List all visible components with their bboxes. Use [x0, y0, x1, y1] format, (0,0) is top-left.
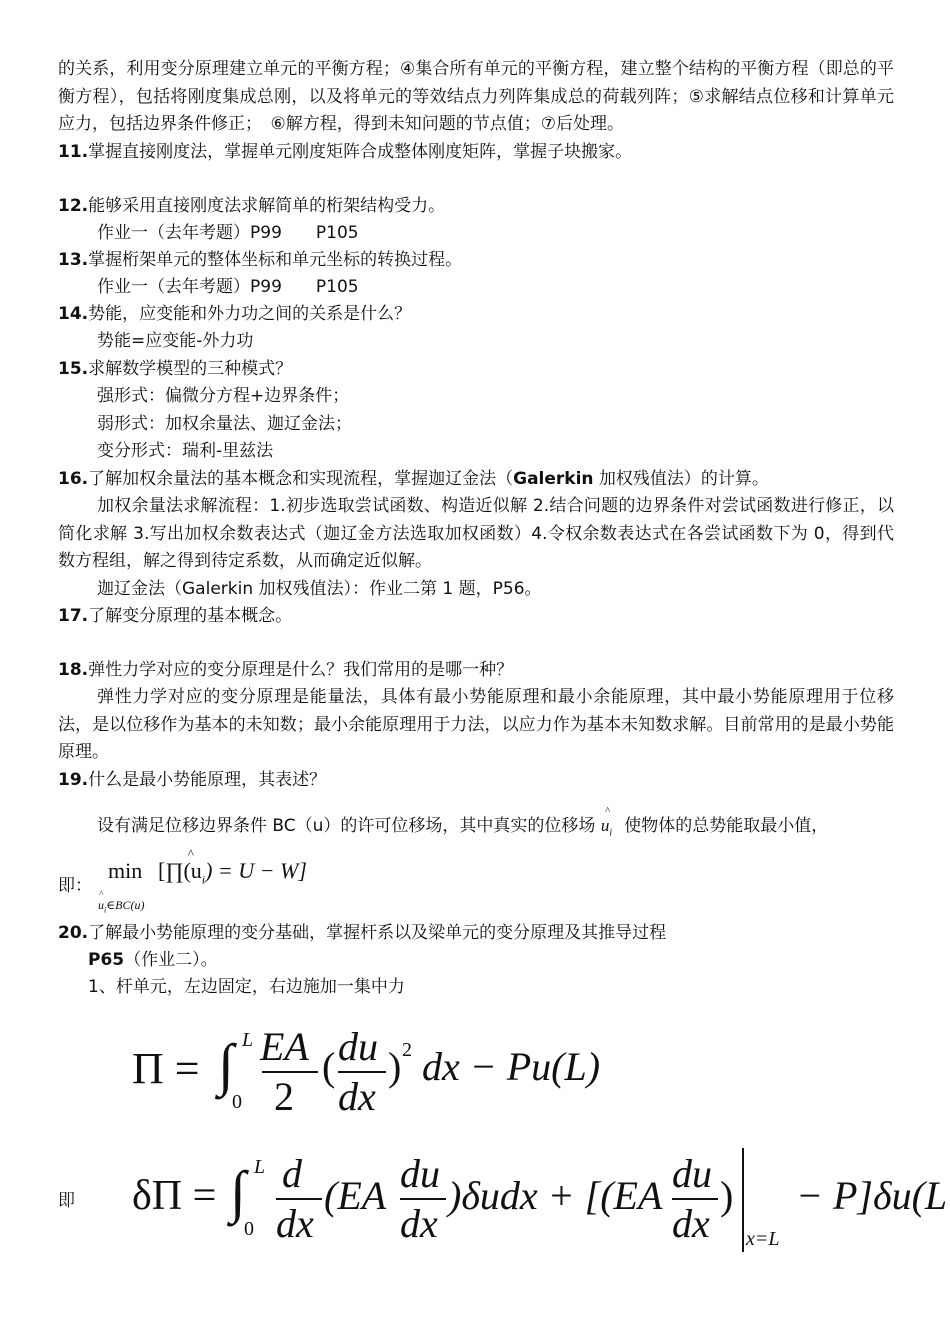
min-operator: min — [108, 858, 143, 883]
min-formula: [∏(u ^ $_i$) = U − W] — [158, 846, 307, 887]
item-12-answer: 作业一（去年考题）P99 P105 — [97, 223, 359, 243]
item-16-process: 加权余量法求解流程：1.初步选取尝试函数、构造近似解 2.结合问题的边界条件对尝试函数进行修正，以简化求解 3.写出加权余数表达式（迦辽金方法选取加权函数）4.令权余数表达式在各尝试函数下为 0，得到代数方程组，解之得到待定系数，从而确定近似解。 — [58, 496, 894, 571]
item-14-answer: 势能=应变能-外力功 — [97, 331, 254, 351]
u-hat-i: ^ $u_i$ — [600, 805, 613, 839]
equation-potential-energy: Π = ∫ L 0 EA 2 ( du dx ) 2 dx − Pu(L) — [132, 1024, 601, 1119]
item-15-variational: 变分形式：瑞利-里兹法 — [97, 441, 274, 461]
item-19-ji: 即： — [58, 876, 92, 896]
item-11: 11.掌握直接刚度法，掌握单元刚度矩阵合成整体刚度矩阵，掌握子块搬家。 — [58, 142, 633, 162]
item-16: 16.了解加权余量法的基本概念和实现流程，掌握迦辽金法（Galerkin 加权残值法）的计算。 — [58, 469, 769, 489]
item-18-answer: 弹性力学对应的变分原理是能量法，具体有最小势能原理和最小余能原理，其中最小势能原理用于位移法，是以位移作为基本的未知数；最小余能原理用于力法，以应力作为基本未知数求解。目前常用的是最小势能原理。 — [58, 687, 894, 762]
eq2-ji: 即 — [58, 1191, 75, 1211]
equation-variation: δΠ = ∫ L 0 d dx (EA du dx )δudx + [(EA du dx ) x=L − P]δu(L — [132, 1148, 950, 1258]
item-16-galerkin: 迦辽金法（Galerkin 加权残值法）：作业二第 1 题，P56。 — [97, 579, 542, 599]
item-17: 17.了解变分原理的基本概念。 — [58, 606, 293, 626]
item-14: 14.势能，应变能和外力功之间的关系是什么？ — [58, 304, 412, 324]
item-20: 20.了解最小势能原理的变分基础，掌握杆系以及梁单元的变分原理及其推导过程 — [58, 923, 667, 943]
item-20-ref: P65（作业二）。 — [88, 950, 218, 970]
item-18: 18.弹性力学对应的变分原理是什么？我们常用的是哪一种？ — [58, 660, 514, 680]
item-15-strong: 强形式：偏微分方程+边界条件； — [97, 386, 350, 406]
item-13-answer: 作业一（去年考题）P99 P105 — [97, 277, 359, 297]
item-20-bar: 1、杆单元，左边固定，右边施加一集中力 — [88, 977, 405, 997]
min-subscript: ^ $u_i\in BC(u)$ — [98, 889, 145, 915]
eq2-eval-bar — [742, 1148, 744, 1252]
item-13: 13.掌握桁架单元的整体坐标和单元坐标的转换过程。 — [58, 250, 463, 270]
item-12: 12.能够采用直接刚度法求解简单的桁架结构受力。 — [58, 196, 446, 216]
item-19: 19.什么是最小势能原理，其表述？ — [58, 770, 327, 790]
item-15-weak: 弱形式：加权余量法、迦辽金法； — [97, 414, 352, 434]
item-15: 15.求解数学模型的三种模式？ — [58, 359, 293, 379]
intro-paragraph: 的关系，利用变分原理建立单元的平衡方程；④集合所有单元的平衡方程，建立整个结构的平衡方程（即总的平衡方程），包括将刚度集成总刚，以及将单元的等效结点力列阵集成总的荷载列阵；⑤求解结点位移和计算单元应力，包括边界条件修正； ⑥解方程，得到未知问题的节点值；⑦后处理。 — [58, 59, 894, 134]
item-19-answer: 设有满足位移边界条件 BC（u）的许可位移场，其中真实的位移场 ^ $u_i$ 使物体的总势能取最小值， — [97, 812, 828, 846]
